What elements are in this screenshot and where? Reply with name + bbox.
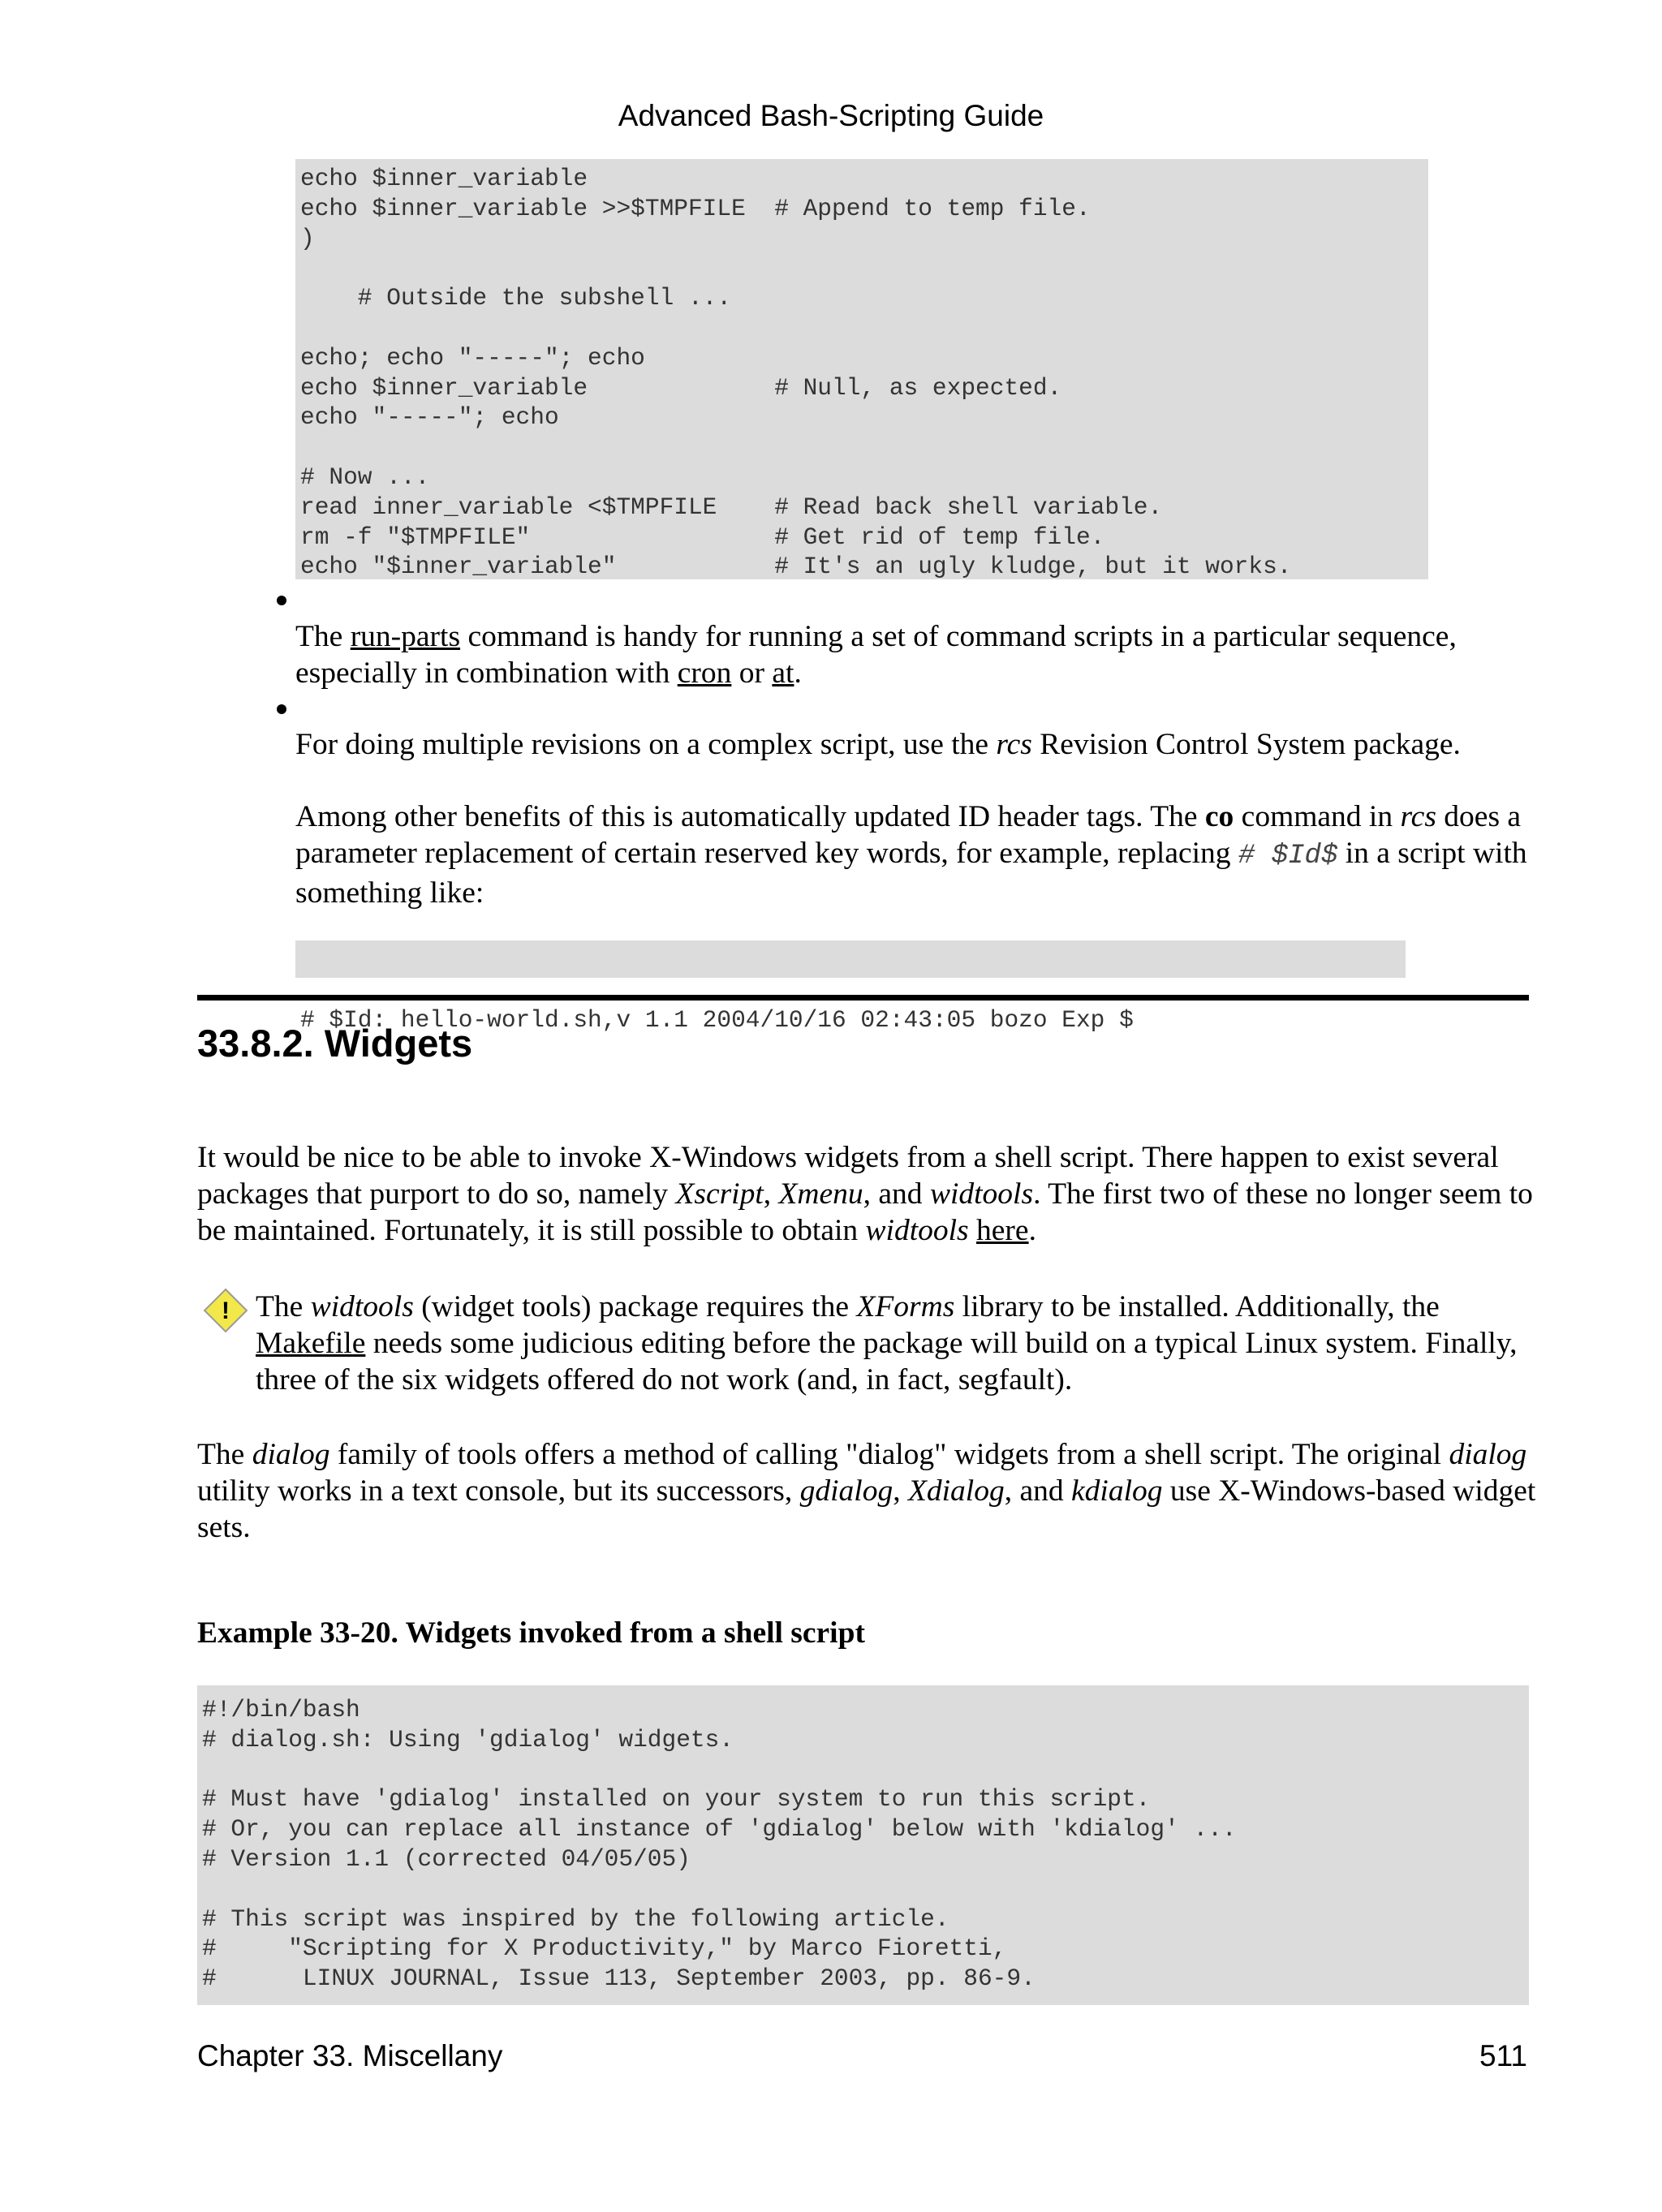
inline-code-id: # $Id$ xyxy=(1238,841,1338,871)
code-line: ) xyxy=(300,224,315,252)
section-heading: 33.8.2. Widgets xyxy=(197,1022,473,1065)
code-line xyxy=(202,1874,1529,1904)
footer-chapter: Chapter 33. Miscellany xyxy=(197,2039,503,2072)
run-parts-link[interactable]: run-parts xyxy=(350,620,461,653)
code-line: echo $inner_variable >>$TMPFILE # Append to temp file. xyxy=(300,194,1091,222)
example-title: Example 33-20. Widgets invoked from a shell script xyxy=(197,1616,865,1650)
code-line: echo $inner_variable # Null, as expected. xyxy=(300,373,1062,402)
code-line: # This script was inspired by the following article. xyxy=(202,1904,949,1933)
bullet-rcs-text: For doing multiple revisions on a complex script, use the rcs Revision Control System package. xyxy=(295,728,1461,761)
code-block-dialog-script xyxy=(197,1685,1529,2005)
code-line: rm -f "$TMPFILE" # Get rid of temp file. xyxy=(300,523,1105,551)
code-line xyxy=(300,313,1428,343)
widgets-paragraph: It would be nice to be able to invoke X-Windows widgets from a shell script. There happen to exist several packages that purport to do so, namely Xscript, Xmenu, and widtools. The first two of these no longer seem to be maintained. Fortunately, it is still possible to obtain widtools here. xyxy=(197,1141,1533,1247)
bullet-run-parts-text: The run-parts command is handy for running a set of command scripts in a particular sequence, especially in combination with cron or at. xyxy=(295,620,1457,690)
here-link[interactable]: here xyxy=(976,1214,1029,1247)
bullet-marker xyxy=(277,704,286,714)
makefile-link[interactable]: Makefile xyxy=(256,1327,366,1360)
note-widtools-text: The widtools (widget tools) package requires the XForms library to be installed. Additionally, the Makefile needs some judicious editing before the package will build on a typical Linux system. Finally, three of the six widgets offered do not work (and, in fact, segfault). xyxy=(256,1290,1518,1396)
at-link[interactable]: at xyxy=(772,656,794,690)
code-line xyxy=(300,433,1428,463)
code-line: read inner_variable <$TMPFILE # Read back shell variable. xyxy=(300,493,1163,521)
code-line: # "Scripting for X Productivity," by Marco Fioretti, xyxy=(202,1934,1007,1963)
code-line: # dialog.sh: Using 'gdialog' widgets. xyxy=(202,1725,734,1754)
warning-icon xyxy=(203,1288,248,1333)
code-line: # Now ... xyxy=(300,463,430,491)
code-line: echo $inner_variable xyxy=(300,165,588,192)
code-line: # LINUX JOURNAL, Issue 113, September 2003, pp. 86-9. xyxy=(202,1965,1036,1993)
svg-text:!: ! xyxy=(222,1298,230,1324)
section-divider xyxy=(197,995,1529,1001)
footer-page-number: 511 xyxy=(1479,2039,1527,2072)
code-block-id-tag: # $Id: hello-world.sh,v 1.1 2004/10/16 02:43:05 bozo Exp $ xyxy=(295,940,1406,978)
code-line: # Outside the subshell ... xyxy=(300,284,732,312)
running-header: Advanced Bash-Scripting Guide xyxy=(618,99,1044,132)
code-block-subshell xyxy=(295,159,1428,579)
code-line: echo "$inner_variable" # It's an ugly kludge, but it works. xyxy=(300,553,1292,581)
cron-link[interactable]: cron xyxy=(677,656,732,690)
code-line xyxy=(300,253,1428,283)
code-line: #!/bin/bash xyxy=(202,1696,360,1724)
code-line: # Or, you can replace all instance of 'gdialog' below with 'kdialog' ... xyxy=(202,1815,1237,1844)
code-line: # Must have 'gdialog' installed on your system to run this script. xyxy=(202,1785,1151,1814)
bullet-marker xyxy=(277,596,286,605)
code-line: echo "-----"; echo xyxy=(300,403,559,432)
code-line xyxy=(202,1755,1529,1785)
rcs-benefits-paragraph: Among other benefits of this is automatically updated ID header tags. The co command in rcs does a parameter replacement of certain reserved key words, for example, replacing # $Id$ in a script with something like: xyxy=(295,800,1527,910)
dialog-paragraph: The dialog family of tools offers a method of calling "dialog" widgets from a shell script. The original dialog utility works in a text console, but its successors, gdialog, Xdialog, and kdialog use X-Windows-based widget sets. xyxy=(197,1438,1536,1544)
code-line: # Version 1.1 (corrected 04/05/05) xyxy=(202,1844,691,1873)
code-line: echo; echo "-----"; echo xyxy=(300,343,645,372)
